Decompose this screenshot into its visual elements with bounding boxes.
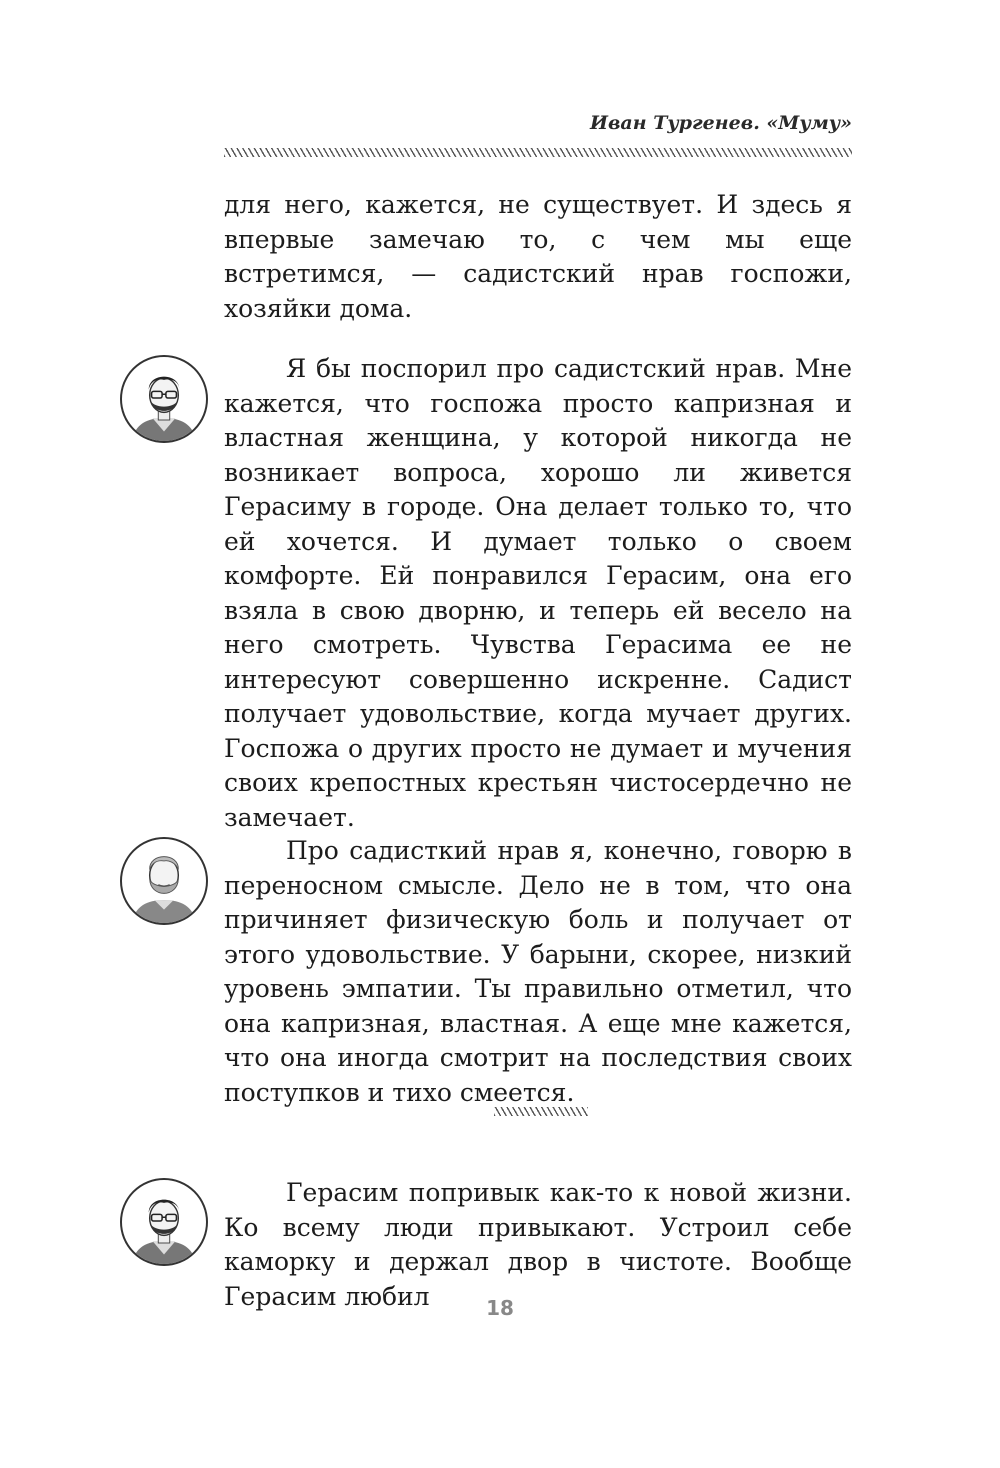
bearded-man-icon (120, 837, 208, 925)
section-divider (494, 1107, 588, 1116)
paragraph-dialogue-2: Про садисткий нрав я, конечно, говорю в переносном смысле. Дело не в том, что она причиняет физическую боль и получает от этого удовольствие. У барыни, скорее, низкий уровень эмпатии. Ты правильно отметил, что она капризная, властная. А еще мне кажется, что она иногда смотрит на последствия своих поступков и тихо смеется. (224, 836, 852, 1107)
paragraph-dialogue-1: Я бы поспорил про садистский нрав. Мне кажется, что госпожа просто капризная и властная женщина, у которой никогда не возникает вопроса, хорошо ли живется Герасиму в городе. Она делает только то, что ей хочется. И думает только о своем комфорте. Ей понравился Герасим, она его взяла в свою дворню, и теперь ей весело на него смотреть. Чувства Герасима ее не интересуют совершенно искренне. Садист получает удовольствие, когда мучает других. Госпожа о других просто не думает и мучения своих крепостных крестьян чистосердечно не замечает. (224, 354, 852, 832)
running-header: Иван Тургенев. «Муму» (590, 112, 852, 134)
dark-haired-glasses-man-icon (120, 1178, 208, 1266)
page-number: 18 (486, 1296, 514, 1320)
paragraph-dialogue-3: Герасим попривык как-то к новой жизни. Ко всему люди привыкают. Устроил себе каморку и держал двор в чистоте. Вообще Герасим любил (224, 1178, 852, 1311)
dark-haired-glasses-man-icon (120, 355, 208, 443)
header-divider (224, 148, 852, 157)
paragraph-intro: для него, кажется, не существует. И здесь я впервые замечаю то, с чем мы еще встретимся, — садистский нрав госпожи, хозяйки дома. (224, 190, 852, 323)
